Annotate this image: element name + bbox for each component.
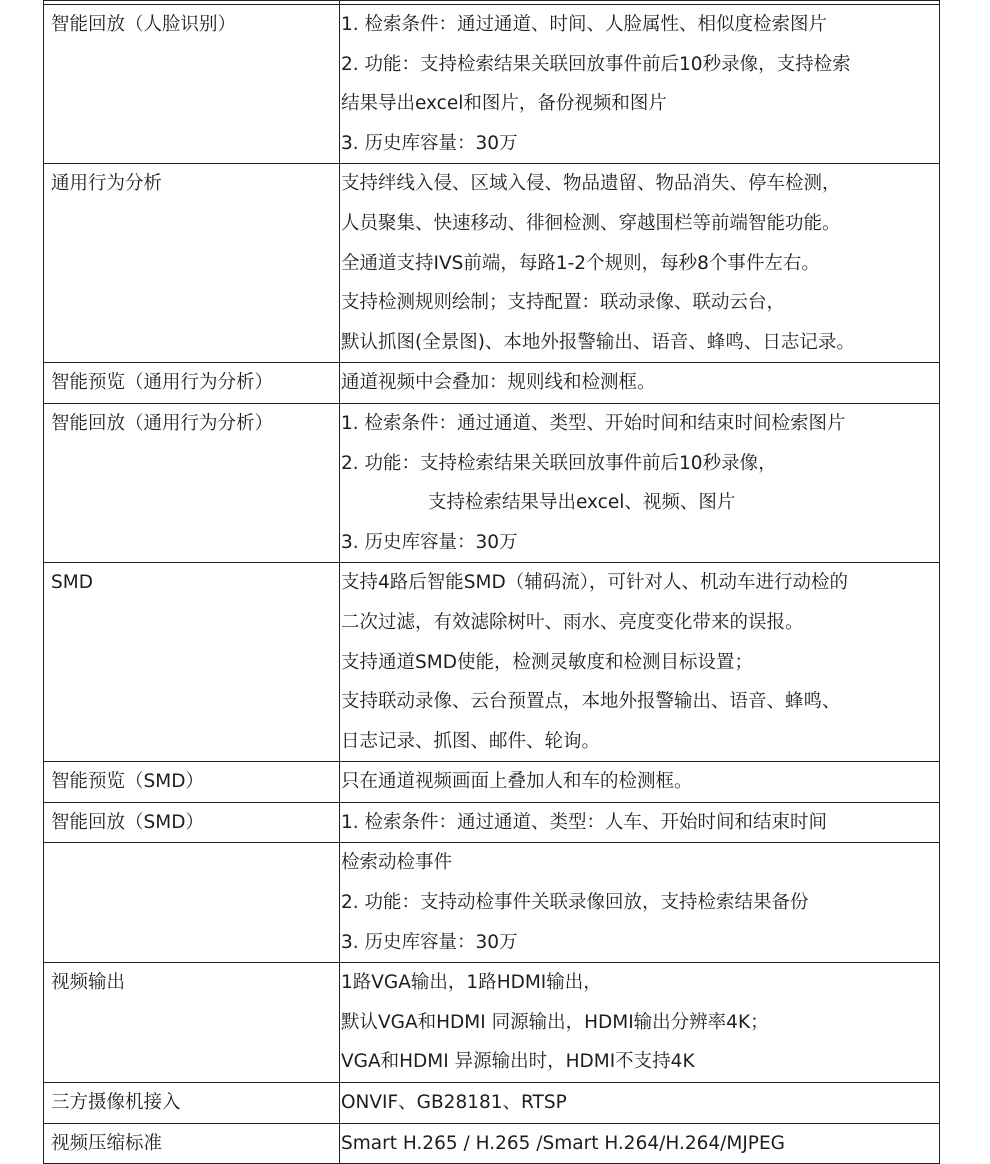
row-label: 三方摄像机接入 [44,1083,340,1124]
value-line: 2. 功能：支持动检事件关联录像回放，支持检索结果备份 [341,892,809,914]
table-row [44,5,940,164]
row-label: 智能预览（通用行为分析） [44,363,340,404]
row-value [340,5,940,164]
value-line: 通道视频中会叠加：规则线和检测框。 [341,372,656,394]
row-label: 通用行为分析 [44,164,340,363]
value-line: 人员聚集、快速移动、徘徊检测、穿越围栏等前端智能功能。 [341,212,841,234]
value-line: 只在通道视频画面上叠加人和车的检测框。 [341,771,693,793]
row-label: 智能回放（人脸识别） [44,5,340,164]
table-row [44,563,940,762]
row-value [340,1123,940,1164]
value-line: 支持检索结果导出excel、视频、图片 [428,492,736,514]
value-line: 3. 历史库容量：30万 [341,931,518,953]
table-row [44,363,940,404]
value-line: 3. 历史库容量：30万 [341,531,518,553]
row-value [340,802,940,843]
value-line: VGA和HDMI 异源输出时，HDMI不支持4K [341,1051,695,1073]
table-row [44,1123,940,1164]
row-value [340,1083,940,1124]
row-value [340,843,940,963]
row-label: 智能回放（通用行为分析） [44,403,340,562]
row-value [340,363,940,404]
value-line: 默认VGA和HDMI 同源输出，HDMI输出分辨率4K； [341,1011,769,1033]
row-value [340,762,940,803]
row-label: 智能预览（SMD） [44,762,340,803]
row-value [340,403,940,562]
row-label: 智能回放（SMD） [44,802,340,843]
table-row [44,1083,940,1124]
row-label: 视频压缩标准 [44,1123,340,1164]
value-line: 支持4路后智能SMD（辅码流），可针对人、机动车进行动检的 [341,572,848,594]
table-row [44,963,940,1083]
row-value [340,164,940,363]
value-line: 3. 历史库容量：30万 [341,132,518,154]
value-line: 1. 检索条件：通过通道、时间、人脸属性、相似度检索图片 [341,14,828,35]
value-line: 二次过滤，有效滤除树叶、雨水、亮度变化带来的误报。 [341,611,804,633]
value-line: 默认抓图(全景图)、本地外报警输出、语音、蜂鸣、日志记录。 [341,331,855,353]
row-value [340,963,940,1083]
value-line: 支持通道SMD使能，检测灵敏度和检测目标设置； [341,651,753,673]
table-row [44,164,940,363]
table-row [44,403,940,562]
value-line: 2. 功能：支持检索结果关联回放事件前后10秒录像， [341,452,777,474]
row-value [340,563,940,762]
table-row [44,802,940,843]
value-line: 日志记录、抓图、邮件、轮询。 [341,730,601,752]
table-row [44,762,940,803]
value-line: 支持联动录像、云台预置点，本地外报警输出、语音、蜂鸣、 [341,691,841,713]
value-line: 1. 检索条件：通过通道、类型、开始时间和结束时间检索图片 [341,412,846,434]
value-line: 1路VGA输出，1路HDMI输出， [341,972,602,994]
value-line: 支持绊线入侵、区域入侵、物品遗留、物品消失、停车检测， [341,173,841,195]
value-line: 检索动检事件 [341,852,453,874]
value-line: 全通道支持IVS前端，每路1-2个规则，每秒8个事件左右。 [341,252,820,274]
value-line: ONVIF、GB28181、RTSP [341,1092,567,1114]
row-label: SMD [44,563,340,762]
row-label: 视频输出 [44,963,340,1083]
value-line: 1. 检索条件：通过通道、类型：人车、开始时间和结束时间 [341,811,828,833]
value-line: 结果导出excel和图片，备份视频和图片 [341,93,667,115]
value-line: 支持检测规则绘制；支持配置：联动录像、联动云台， [341,292,786,314]
value-line: 2. 功能：支持检索结果关联回放事件前后10秒录像，支持检索 [341,53,851,75]
spec-table [43,0,940,1164]
table-row [44,843,940,963]
row-label [44,843,340,963]
value-line: Smart H.265 / H.265 /Smart H.264/H.264/MJPEG [341,1132,785,1154]
